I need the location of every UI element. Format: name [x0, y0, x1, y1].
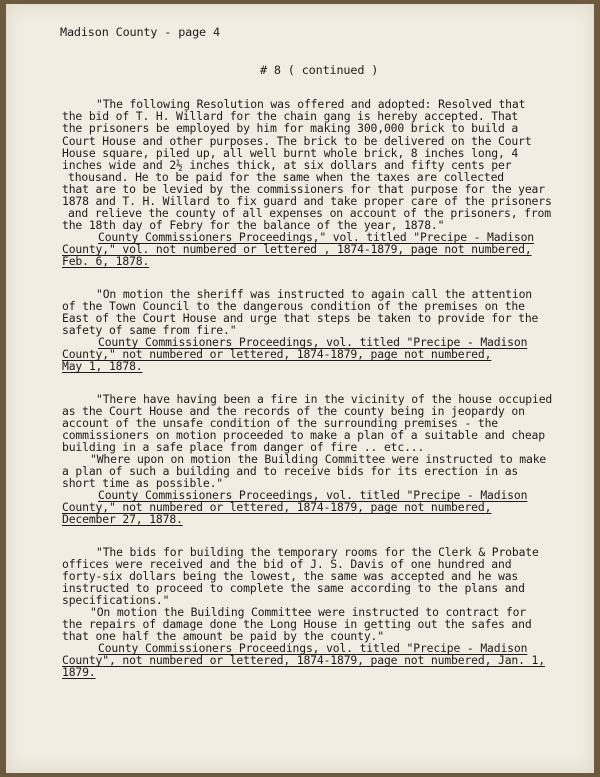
entry-4-line-2: offices were received and the bid of J. S. Davis of one hundred and	[62, 557, 512, 571]
entry-1-line-2: the bid of T. H. Willard for the chain gang is hereby accepted. That	[62, 109, 519, 123]
entry-3-line-6: "Where upon on motion the Building Committee were instructed to make	[90, 452, 547, 466]
entry-1-line-10: and relieve the county of all expenses on account of the prisoners, from	[68, 206, 551, 220]
entry-4-citation-2: County", not numbered or lettered, 1874-1879, page not numbered, Jan. 1,	[62, 653, 545, 667]
entry-1-line-5: House square, piled up, all well burnt whole brick, 8 inches long, 4	[62, 146, 519, 160]
entry-1-line-11: the 18th day of Febry for the balance of the year, 1878."	[62, 218, 445, 232]
entry-3-line-5: building in a safe place from danger of fire .. etc...	[62, 440, 425, 454]
entry-1-line-4: Court House and other purposes. The brick to be delivered on the Court	[62, 134, 532, 148]
entry-1-line-3: the prisoners be employed by him for making 300,000 brick to build a	[62, 121, 519, 135]
entry-4-line-5: specifications."	[62, 593, 170, 607]
page-header: Madison County - page 4	[60, 25, 220, 39]
entry-3-citation-3: December 27, 1878.	[62, 512, 183, 526]
entry-4-line-1: "The bids for building the temporary rooms for the Clerk & Probate	[96, 545, 539, 559]
entry-3-line-7: a plan of such a building and to receive bids for its erection in as	[62, 464, 519, 478]
entry-2-line-3: East of the Court House and urge that steps be taken to provide for the	[62, 311, 539, 325]
entry-1-line-7: thousand. He to be paid for the same when the taxes are collected	[68, 170, 505, 184]
entry-2-citation-1: County Commissioners Proceedings, vol. titled "Precipe - Madison	[98, 335, 528, 349]
entry-4-line-6: "On motion the Building Committee were instructed to contract for	[90, 605, 527, 619]
entry-3-citation-1: County Commissioners Proceedings, vol. titled "Precipe - Madison	[98, 488, 528, 502]
entry-3-line-2: as the Court House and the records of the county being in jeopardy on	[62, 404, 525, 418]
entry-2-citation-2: County," not numbered or lettered, 1874-1879, page not numbered,	[62, 347, 492, 361]
entry-4-line-3: forty-six dollars being the lowest, the same was accepted and he was	[62, 569, 519, 583]
entry-3-line-4: commissioners on motion proceeded to make a plan of a suitable and cheap	[62, 428, 545, 442]
entry-3-line-3: account of the unsafe condition of the surrounding premises - the	[62, 416, 499, 430]
entry-4-citation-3: 1879.	[62, 665, 96, 679]
entry-2-line-4: safety of same from fire."	[62, 323, 237, 337]
entry-3-line-8: short time as possible."	[62, 476, 223, 490]
entry-4-line-7: the repairs of damage done the Long House in getting out the safes and	[62, 617, 532, 631]
entry-1-line-9: 1878 and T. H. Willard to fix guard and take proper care of the prisoners	[62, 194, 552, 208]
entry-3-citation-2: County," not numbered or lettered, 1874-1879, page not numbered,	[62, 500, 492, 514]
entry-1-citation-2: County," vol. not numbered or lettered , 1874-1879, page not numbered,	[62, 242, 532, 256]
entry-4-citation-1: County Commissioners Proceedings, vol. titled "Precipe - Madison	[98, 641, 528, 655]
entry-4-line-8: that one half the amount be paid by the county."	[62, 629, 384, 643]
entry-1-line-6: inches wide and 2½ inches thick, at six dollars and fifty cents per	[62, 158, 512, 172]
entry-4-line-4: instructed to proceed to complete the same according to the plans and	[62, 581, 525, 595]
document-page	[6, 4, 594, 773]
section-heading: # 8 ( continued )	[260, 63, 379, 77]
entry-1-line-1: "The following Resolution was offered and adopted: Resolved that	[96, 97, 526, 111]
entry-2-citation-3: May 1, 1878.	[62, 359, 143, 373]
entry-1-citation-3: Feb. 6, 1878.	[62, 254, 150, 268]
entry-2-line-2: of the Town Council to the dangerous condition of the premises on the	[62, 299, 525, 313]
entry-1-citation-1: County Commissioners Proceedings," vol. titled "Precipe - Madison	[98, 230, 535, 244]
entry-2-line-1: "On motion the sheriff was instructed to again call the attention	[96, 287, 533, 301]
entry-1-line-8: that are to be levied by the commissioners for that purpose for the year	[62, 182, 545, 196]
entry-3-line-1: "There have having been a fire in the vicinity of the house occupied	[96, 392, 553, 406]
